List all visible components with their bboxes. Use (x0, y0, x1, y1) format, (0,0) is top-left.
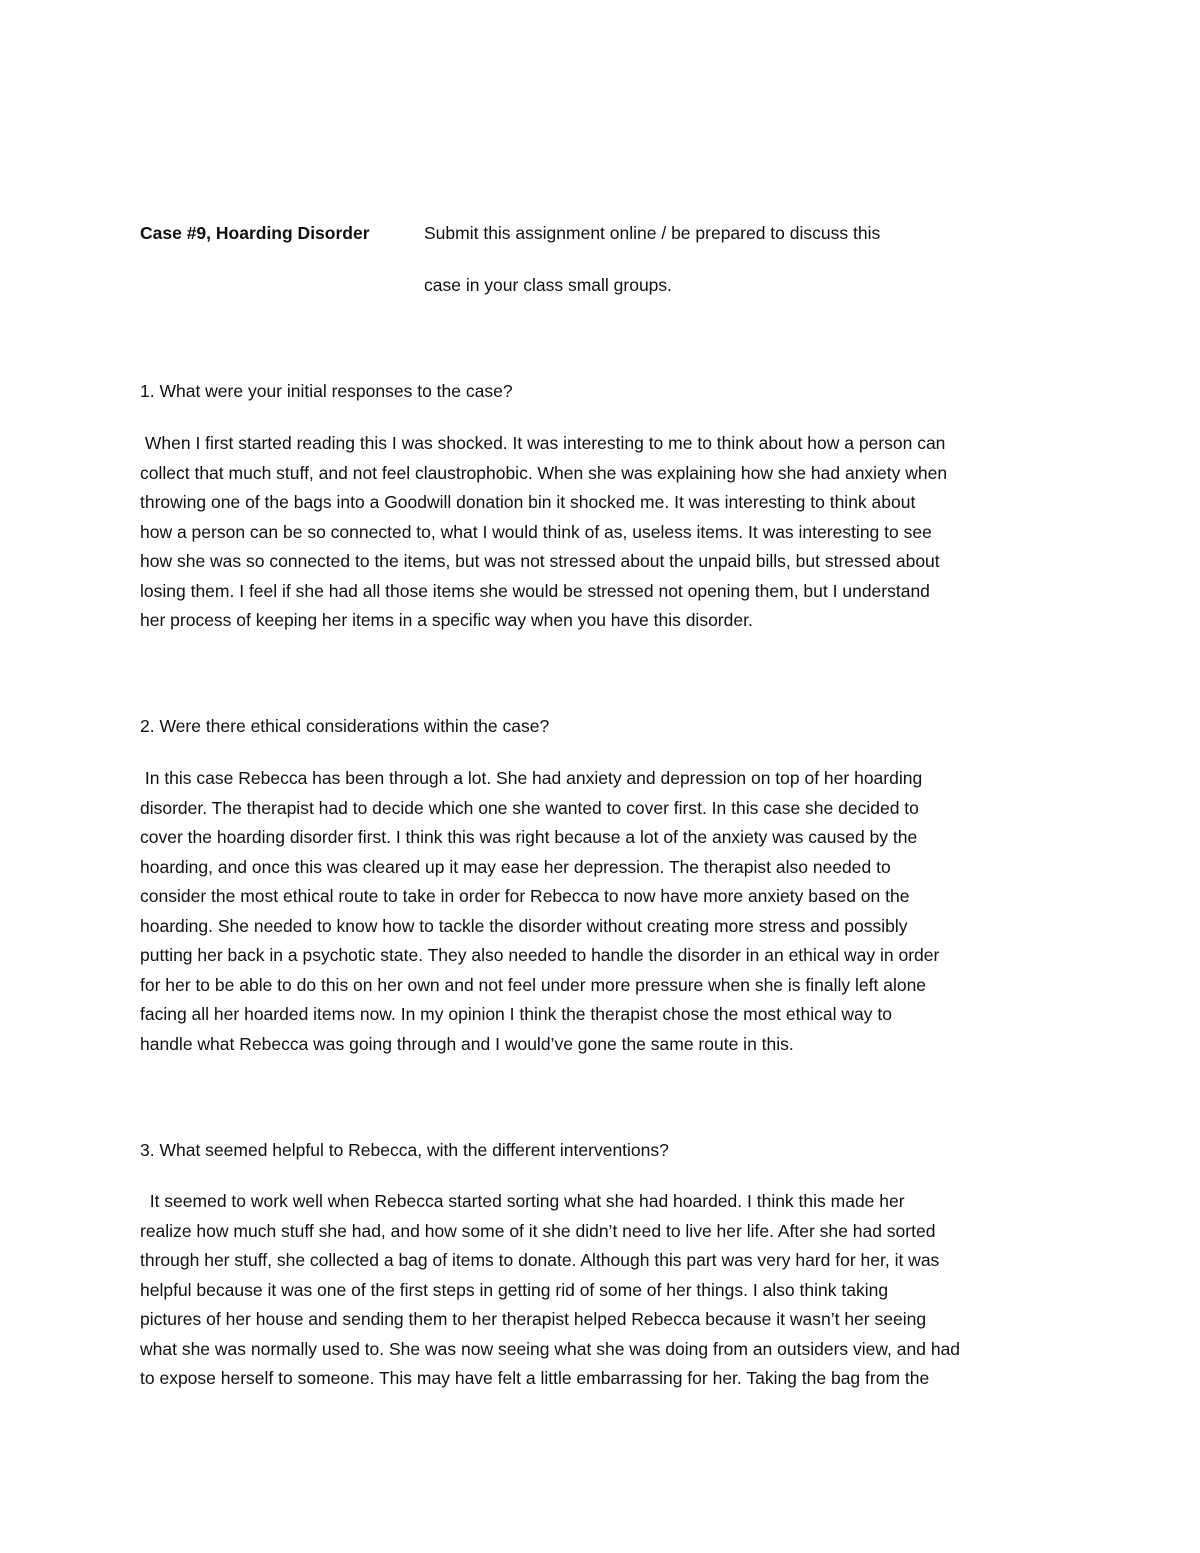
answer-line: collect that much stuff, and not feel claustrophobic. When she was explaining how she had anxiety when (140, 462, 948, 483)
answer-line: When I first started reading this I was shocked. It was interesting to me to think about how a person can (140, 433, 946, 453)
answer-line: handle what Rebecca was going through and I would’ve gone the same route in this. (140, 1033, 794, 1054)
answer-3 (140, 1187, 1065, 1394)
answer-line: throwing one of the bags into a Goodwill donation bin it shocked me. It was interesting to think about (140, 492, 916, 512)
answer-line: hoarding. She needed to know how to tackle the disorder without creating more stress and possibly (140, 915, 908, 936)
answer-line: to expose herself to someone. This may have felt a little embarrassing for her. Taking the bag from the (140, 1368, 930, 1388)
answer-line: helpful because it was one of the first steps in getting rid of some of her things. I also think taking (140, 1279, 889, 1300)
answer-line: what she was normally used to. She was now seeing what she was doing from an outsiders view, and had (140, 1338, 961, 1359)
answer-line: In this case Rebecca has been through a lot. She had anxiety and depression on top of her hoarding (140, 768, 923, 788)
assignment-instructions (424, 220, 984, 298)
question-1: 1. What were your initial responses to the case? (140, 381, 513, 401)
answer-line: hoarding, and once this was cleared up it may ease her depression. The therapist also needed to (140, 856, 891, 877)
answer-line: It seemed to work well when Rebecca started sorting what she had hoarded. I think this made her (140, 1191, 905, 1211)
answer-2 (140, 764, 1065, 1059)
answer-line: putting her back in a psychotic state. They also needed to handle the disorder in an ethical way in order (140, 945, 940, 965)
answer-line: consider the most ethical route to take in order for Rebecca to now have more anxiety based on the (140, 886, 910, 906)
case-title: Case #9, Hoarding Disorder (140, 223, 370, 243)
answer-line: her process of keeping her items in a specific way when you have this disorder. (140, 610, 753, 630)
instructions-line: Submit this assignment online / be prepared to discuss this (424, 223, 881, 243)
answer-line: losing them. I feel if she had all those items she would be stressed not opening them, but I understand (140, 580, 930, 601)
answer-line: realize how much stuff she had, and how some of it she didn’t need to live her life. After she had sorted (140, 1220, 936, 1241)
header (140, 220, 1060, 295)
answer-line: how she was so connected to the items, but was not stressed about the unpaid bills, but stressed about (140, 551, 940, 571)
answer-line: facing all her hoarded items now. In my opinion I think the therapist chose the most ethical way to (140, 1004, 892, 1024)
instructions-line: case in your class small groups. (424, 275, 673, 295)
answer-line: disorder. The therapist had to decide which one she wanted to cover first. In this case she decided to (140, 797, 919, 818)
answer-line: how a person can be so connected to, what I would think of as, useless items. It was interesting to see (140, 521, 932, 542)
answer-1 (140, 429, 1065, 636)
answer-line: for her to be able to do this on her own and not feel under more pressure when she is finally left alone (140, 974, 927, 995)
answer-line: through her stuff, she collected a bag of items to donate. Although this part was very hard for her, it was (140, 1250, 940, 1270)
question-3: 3. What seemed helpful to Rebecca, with the different interventions? (140, 1140, 669, 1160)
answer-line: cover the hoarding disorder first. I think this was right because a lot of the anxiety was caused by the (140, 827, 918, 847)
answer-line: pictures of her house and sending them to her therapist helped Rebecca because it wasn’t her seeing (140, 1309, 927, 1329)
question-2: 2. Were there ethical considerations within the case? (140, 716, 550, 736)
